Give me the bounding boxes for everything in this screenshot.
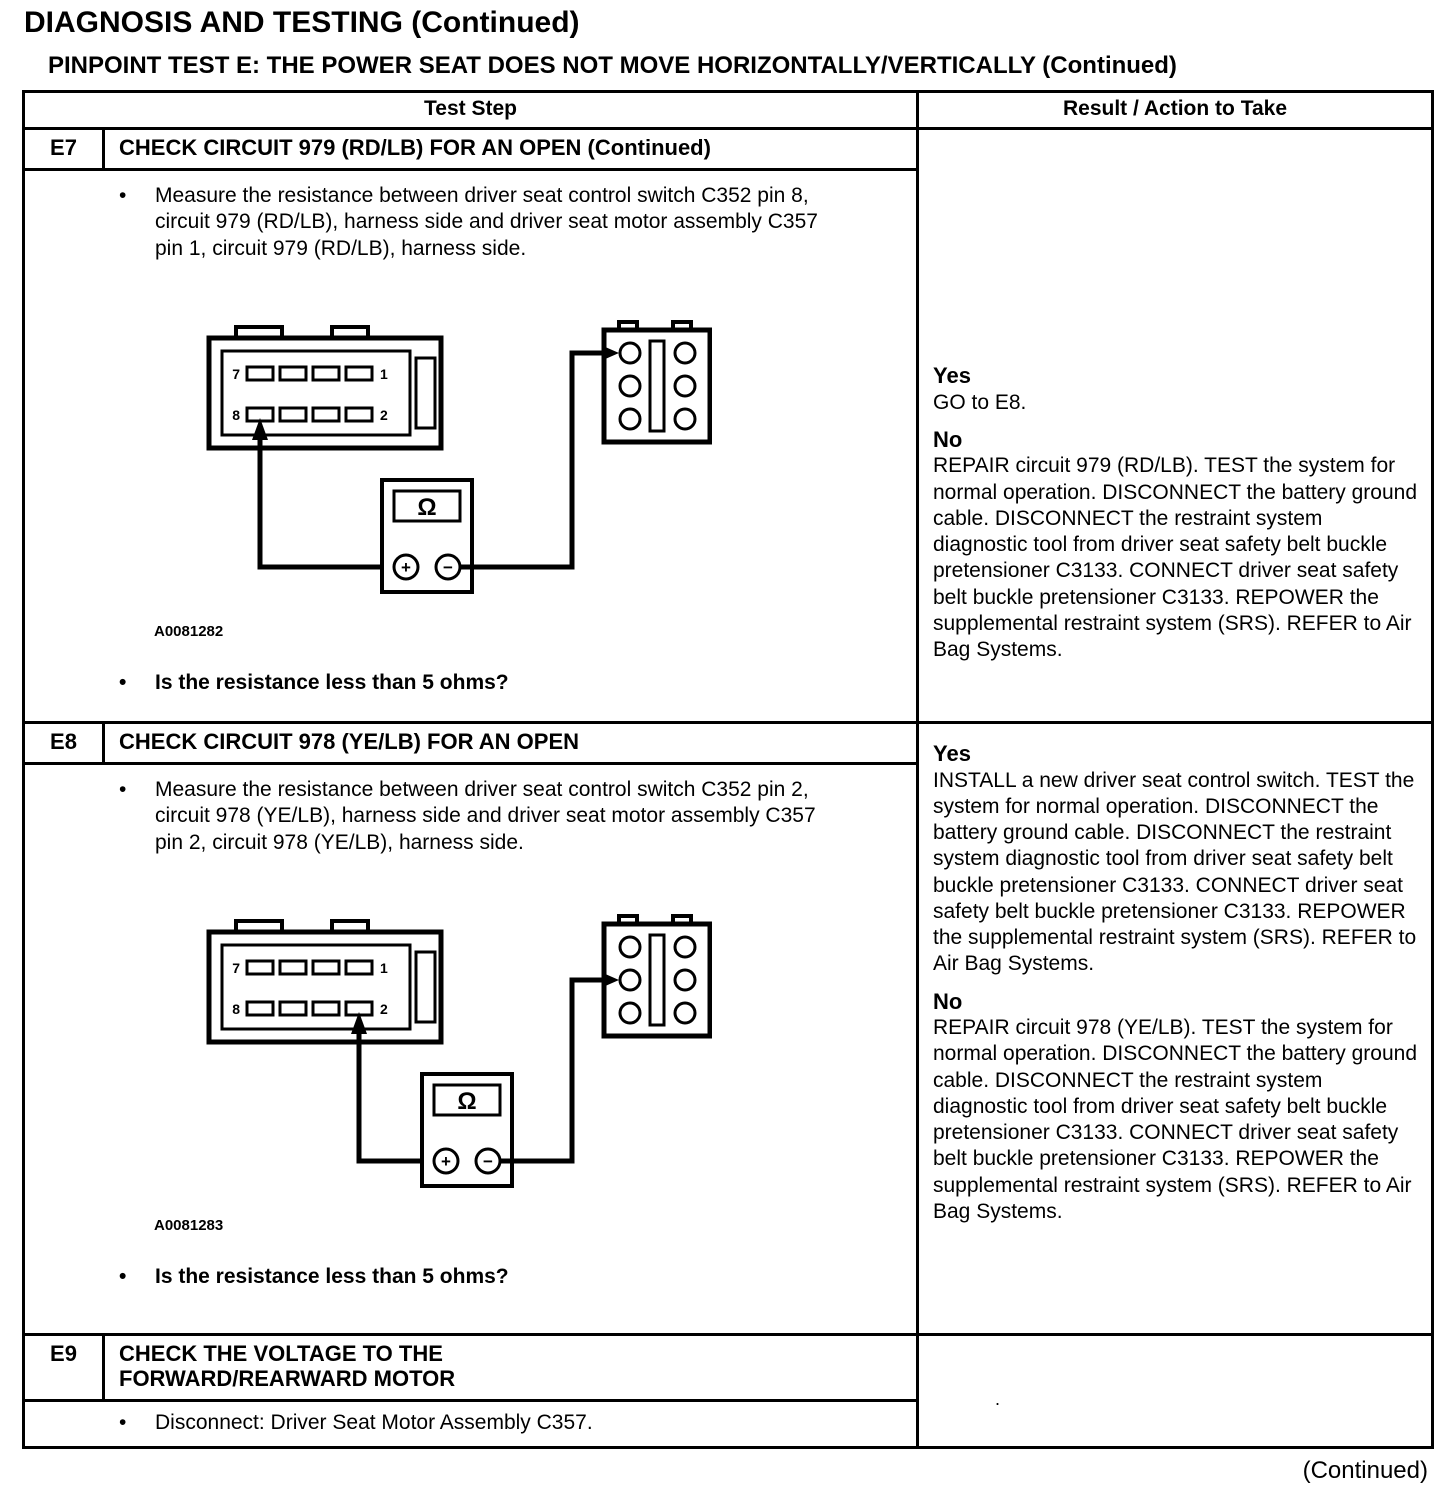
step-question [25,1264,916,1290]
result-no-text: REPAIR circuit 979 (RD/LB). TEST the system for normal operation. DISCONNECT the battery ground cable. DISCONNECT the restraint system diagnostic tool from driver seat safety belt buckle pretensioner C3133. CONNECT driver seat safety belt buckle pretensioner C3133. REPOWER the supplemental restraint system (SRS). REFER to Air Bag Systems. [933,454,1418,661]
ohm-symbol: Ω [417,494,437,522]
test-row-e7 [25,130,1431,721]
pin-label-7: 7 [232,366,240,383]
pin-label-2: 2 [380,1001,388,1018]
result-yes-text: GO to E8. [933,390,1027,414]
table-header-row [25,93,1431,130]
pin-label-1: 1 [380,960,388,977]
ohm-symbol: Ω [457,1088,477,1116]
plus-symbol: + [441,1152,451,1172]
result-no-label: No [933,426,963,452]
result-cell-e9 [919,1336,1431,1446]
figure-id: A0081283 [154,1217,224,1235]
test-row-e8 [25,721,1431,1333]
result-cell-e7 [919,130,1431,721]
result-no-label: No [933,988,963,1014]
result-no-text: REPAIR circuit 978 (YE/LB). TEST the system for normal operation. DISCONNECT the battery ground cable. DISCONNECT the restraint system diagnostic tool from driver seat safety belt buckle pretensioner C3133. CONNECT driver seat safety belt buckle pretensioner C3133. REPOWER the supplemental restraint system (SRS). REFER to Air Bag Systems. [933,1016,1418,1223]
pinpoint-test-subtitle: PINPOINT TEST E: THE POWER SEAT DOES NOT MOVE HORIZONTALLY/VERTICALLY (Continued) [48,52,1177,79]
column-header-test-step: Test Step [25,93,919,127]
pin-label-7: 7 [232,960,240,977]
step-instruction [25,765,916,856]
minus-symbol: − [483,1152,493,1172]
pinpoint-test-table [22,90,1434,1449]
step-instruction [25,1410,916,1436]
step-title-e8: CHECK CIRCUIT 978 (YE/LB) FOR AN OPEN [105,724,919,765]
result-stray-mark: . [995,1389,1001,1409]
step-id-e8: E8 [25,724,105,765]
step-title-text: CHECK THE VOLTAGE TO THE FORWARD/REARWARD MOTOR [119,1341,456,1392]
figure-id: A0081282 [154,623,224,641]
motor-connector [604,916,710,1036]
test-step-cell-e8 [25,765,919,1333]
step-id-e9: E9 [25,1336,105,1402]
step-question-text: • Is the resistance less than 5 ohms? [155,671,509,695]
test-step-cell-e9 [25,1402,919,1446]
step-instruction-text: • Measure the resistance between driver seat control switch C352 pin 2, circuit 978 (YE/LB), harness side and driver seat motor assembly C357 pin 2, circuit 978 (YE/LB), harness side. [155,778,816,854]
test-step-cell-e7 [25,171,919,721]
result-yes-label: Yes [933,363,971,388]
step-title-e9 [105,1336,919,1402]
plus-symbol: + [401,558,411,578]
pin-label-1: 1 [380,366,388,383]
step-instruction-text: • Disconnect: Driver Seat Motor Assembly C357. [155,1410,593,1434]
page-title: DIAGNOSIS AND TESTING (Continued) [24,6,580,39]
wiring-figure-e7 [152,320,916,640]
step-instruction-text: • Measure the resistance between driver seat control switch C352 pin 8, circuit 979 (RD/LB), harness side and driver seat motor assembly C357 pin 1, circuit 979 (RD/LB), harness side. [155,184,818,260]
step-question-text: • Is the resistance less than 5 ohms? [155,1265,509,1289]
result-yes-text: INSTALL a new driver seat control switch. TEST the system for normal operation. DISCONNECT the battery ground cable. DISCONNECT the restraint system diagnostic tool from driver seat safety belt buckle pretensioner C3133. CONNECT driver seat safety belt buckle pretensioner C3133. REPOWER the supplemental restraint system (SRS). REFER to Air Bag Systems. [933,768,1417,976]
result-yes-label: Yes [933,741,971,766]
switch-connector [209,921,441,1042]
wiring-figure-e8 [152,914,916,1234]
column-header-result: Result / Action to Take [1062,97,1288,120]
minus-symbol: − [443,558,453,578]
result-cell-e8 [919,724,1431,1333]
circuit-test-diagram-e7 [152,320,712,612]
continued-footer: (Continued) [1302,1457,1428,1485]
pin-label-8: 8 [232,407,240,424]
step-instruction [25,171,916,262]
step-id-e7: E7 [25,130,105,171]
motor-connector [604,322,710,442]
step-question [25,670,916,696]
switch-connector [209,327,441,448]
circuit-test-diagram-e8 [152,914,712,1206]
pin-label-8: 8 [232,1001,240,1018]
pin-label-2: 2 [380,407,388,424]
test-row-e9 [25,1333,1431,1446]
step-title-e7: CHECK CIRCUIT 979 (RD/LB) FOR AN OPEN (Continued) [105,130,919,171]
